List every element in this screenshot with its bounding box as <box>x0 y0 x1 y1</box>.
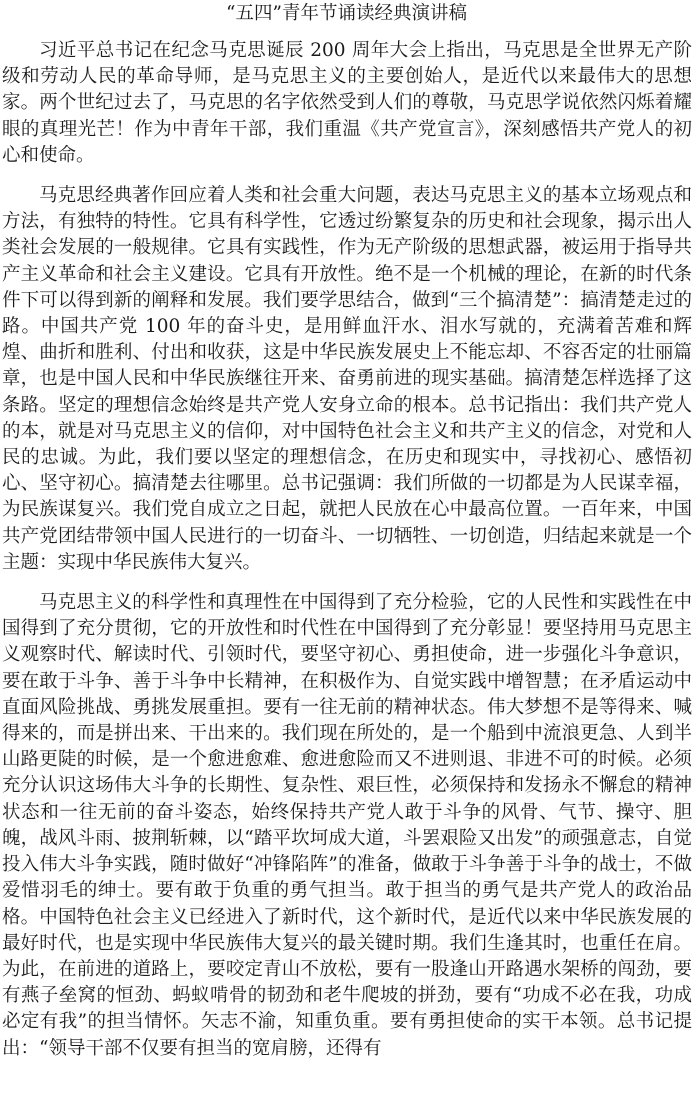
paragraph-2: 马克思经典著作回应着人类和社会重大问题，表达马克思主义的基本立场观点和方法，有独特的特性。它具有科学性，它透过纷繁复杂的历史和社会现象，揭示出人类社会发展的一般规律。它具有实践性，作为无产阶级的思想武器，被运用于指导共产主义革命和社会主义建设。它具有开放性。绝不是一个机械的理论，在新的时代条件下可以得到新的阐释和发展。我们要学思结合，做到“三个搞清楚”：搞清楚走过的路。中国共产党 100 年的奋斗史，是用鲜血汗水、泪水写就的，充满着苦难和辉煌、曲折和胜利、付出和收获，这是中华民族发展史上不能忘却、不容否定的壮丽篇章，也是中国人民和中华民族继往开来、奋勇前进的现实基础。搞清楚怎样选择了这条路。坚定的理想信念始终是共产党人安身立命的根本。总书记指出：我们共产党人的本，就是对马克思主义的信仰，对中国特色社会主义和共产主义的信念，对党和人民的忠诚。为此，我们要以坚定的理想信念，在历史和现实中，寻找初心、感悟初心、坚守初心。搞清楚去往哪里。总书记强调：我们所做的一切都是为人民谋幸福，为民族谋复兴。我们党自成立之日起，就把人民放在心中最高位置。一百年来，中国共产党团结带领中国人民进行的一切奋斗、一切牺牲、一切创造，归结起来就是一个主题：实现中华民族伟大复兴。 <box>2 185 692 573</box>
paragraph-3: 马克思主义的科学性和真理性在中国得到了充分检验，它的人民性和实践性在中国得到了充分贯彻，它的开放性和时代性在中国得到了充分彰显！要坚持用马克思主义观察时代、解读时代、引领时代，要坚守初心、勇担使命，进一步强化斗争意识，要在敢于斗争、善于斗争中长精神，在积极作为、自觉实践中增智慧；在矛盾运动中直面风险挑战、勇挑发展重担。要有一往无前的精神状态。伟大梦想不是等得来、喊得来的，而是拼出来、干出来的。我们现在所处的，是一个船到中流浪更急、人到半山路更陡的时候，是一个愈进愈难、愈进愈险而又不进则退、非进不可的时候。必须充分认识这场伟大斗争的长期性、复杂性、艰巨性，必须保持和发扬永不懈怠的精神状态和一往无前的奋斗姿态，始终保持共产党人敢于斗争的风骨、气节、操守、胆魄，战风斗雨、披荆斩棘，以“踏平坎坷成大道，斗罢艰险又出发”的顽强意志，自觉投入伟大斗争实践，随时做好“冲锋陷阵”的准备，做敢于斗争善于斗争的战士，不做爱惜羽毛的绅士。要有敢于负重的勇气担当。敢于担当的勇气是共产党人的政治品格。中国特色社会主义已经进入了新时代，这个新时代，是近代以来中华民族发展的最好时代，也是实现中华民族伟大复兴的最关键时期。我们生逢其时，也重任在肩。为此，在前进的道路上，要咬定青山不放松，要有一股逢山开路遇水架桥的闯劲，要有燕子垒窝的恒劲、蚂蚁啃骨的韧劲和老牛爬坡的拼劲，要有“功成不必在我，功成必定有我”的担当情怀。矢志不渝，知重负重。要有勇担使命的实干本领。总书记提出：“领导干部不仅要有担当的宽肩膀，还得有 <box>2 592 692 1059</box>
paragraph-1: 习近平总书记在纪念马克思诞辰 200 周年大会上指出，马克思是全世界无产阶级和劳动人民的革命导师，是马克思主义的主要创始人，是近代以来最伟大的思想家。两个世纪过去了，马克思的名字依然受到人们的尊敬，马克思学说依然闪烁着耀眼的真理光芒！作为中青年干部，我们重温《共产党宣言》，深刻感悟共产党人的初心和使命。 <box>2 40 692 166</box>
document-title: “五四”青年节诵读经典演讲稿 <box>226 3 467 24</box>
